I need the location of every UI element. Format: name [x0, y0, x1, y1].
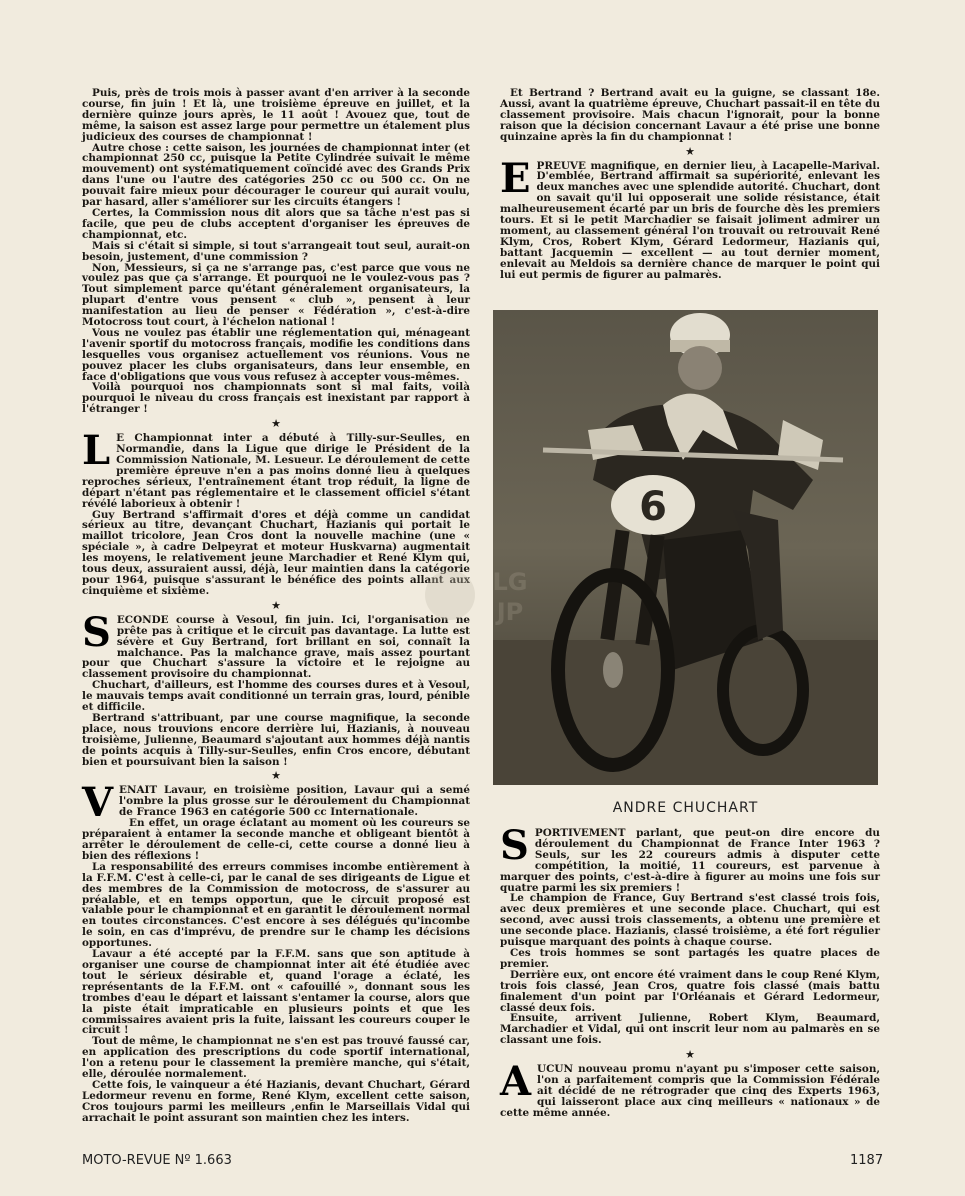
paragraph: E Championnat inter a débuté à Tilly-sur-Seulles, en Normandie, dans la Ligue que dirige le Président de la Commission Nationale, M. Lesueur. Le déroulement de cette première épreuve n'en a pas moins donné lieu à quelques reproches sérieux, l'entraînement étant trop réduit, la ligne de départ n'étant pas réglementaire et le classement officiel s'étant révélé laborieux à obtenir ! [82, 432, 470, 510]
paragraph: Ensuite, arrivent Julienne, Robert Klym, Beaumard, Marchadier et Vidal, qui ont inscrit leur nom au palmarès en se classant une fois. [500, 1012, 880, 1047]
paragraph: Voilà pourquoi nos championnats sont si mal faits, voilà pourquoi le niveau du cross français est inexistant par rapport à l'étranger ! [82, 381, 470, 416]
paragraph: Bertrand s'attribuant, par une course magnifique, la seconde place, nous trouvions encore derrière lui, Hazianis, à nouveau troisième, Julienne, Beaumard s'ajoutant aux hommes déjà nantis de points acquis à Tilly-sur-Seulles, enfin Cros encore, débutant bien et poursuivant bien la saison ! [82, 711, 470, 768]
section-lavaur [82, 779, 470, 1124]
paragraph: Ces trois hommes se sont partagés les quatre places de premier. [500, 946, 880, 970]
section-vesoul [82, 608, 470, 768]
paragraph: Le champion de France, Guy Bertrand s'est classé trois fois, avec deux premières et une seconde place. Chuchart, qui est second, avec aussi trois classements, a obtenu une première et une seconde place. Hazianis, classé troisième, a été fort régulier puisque marquant des points à chaque course. [500, 892, 880, 949]
section-sportivement [500, 822, 880, 1047]
paragraph: La responsabilité des erreurs commises incombe entièrement à la F.F.M. C'est à celle-ci, par le canal de ses dirigeants de Ligue et des membres de la Commission de motocross, de s'assurer au préalable, et en temps opportun, que le circuit proposé est valable pour le championnat et en garantit le déroulement normal en toutes circonstances. C'est encore à ses délégués qu'incombe le soin, en cas d'imprévu, de prendre sur le champ les décisions opportunes. [82, 860, 470, 950]
paragraph: Derrière eux, ont encore été vraiment dans le coup René Klym, trois fois classé, Jean Cros, quatre fois classé (mais battu finalement d'un point par l'Orléanais et Gérard Ledormeur, classé deux fois. [500, 968, 880, 1014]
watermark-text-2: JP [496, 598, 524, 626]
drop-cap: V [82, 779, 114, 827]
right-column-top [500, 88, 880, 281]
left-column [82, 88, 470, 1124]
section-separator: ★ [271, 769, 281, 783]
paragraph: PREUVE magnifique, en dernier lieu, à Lacapelle-Marival. D'emblée, Bertrand affirmait sa supériorité, enlevant les deux manches avec une splendide autorité. Chuchart, dont on savait qu'il lui opposerait une solide résistance, était malheureusement écarté par un bris de fourche dès les premiers tours. Et si le petit Marchadier se faisait joliment admirer un moment, au classement général l'on trouvait ou retrouvait René Klym, Cros, Robert Klym, Gérard Ledormeur, Hazianis qui, battant Jacquemin — excellent — au tout dernier moment, enlevait au Meldois sa dernière chance de marquer le point qui lui eut permis de figurer au palmarès. [500, 159, 880, 281]
section-separator: ★ [685, 144, 695, 158]
section-tilly [82, 427, 470, 597]
paragraph: ENAIT Lavaur, en troisième position, Lavaur qui a semé l'ombre la plus grosse sur le déroulement du Championnat de France 1963 en catégorie 500 cc Internationale. [119, 784, 470, 819]
paragraph: Et Bertrand ? Bertrand avait eu la guigne, se classant 18e. Aussi, avant la quatrième épreuve, Chuchart passait-il en tête du classement provisoire. Mais chacun l'ignorait, pour la bonne raison que la décision concernant Lavaur a été prise une bonne quinzaine après la fin du championnat ! [500, 87, 880, 143]
paragraph: En effet, un orage éclatant au moment où les coureurs se préparaient à entamer la seconde manche et obligeant bientôt à arrêter le déroulement de celle-ci, cette course a donné lieu à bien des réflexions ! [82, 817, 470, 862]
paragraph: Puis, près de trois mois à passer avant d'en arriver à la seconde course, fin juin ! Et là, une troisième épreuve en juillet, et la dernière quinze jours après, le 11 août ! Avouez que, tout de même, la saison est assez large pour permettre un étalement plus judicieux des courses de championnat ! [82, 87, 470, 143]
paragraph: Lavaur a été accepté par la F.F.M. sans que son aptitude à organiser une course de championnat inter ait été étudiée avec tout le sérieux désirable et, quand l'orage a éclaté, les représentants de la F.F.M. ont « cafouillé », donnant sous les trombes d'eau le départ et laissant s'entamer la course, alors que la piste était impraticable en plusieurs points et que les commissaires avaient pris la fuite, laissant les coureurs couper le circuit ! [82, 948, 470, 1037]
paragraph: Autre chose : cette saison, les journées de championnat inter (et championnat 250 cc, puisque la Petite Cylindrée suivait le même mouvement) ont systématiquement coïncidé avec des Grands Prix dans l'une ou l'autre des catégories 250 cc ou 500 cc. On ne pouvait faire mieux pour décourager le coureur qui aurait voulu, par hasard, aller s'améliorer sur les circuits étangers ! [82, 141, 470, 209]
drop-cap: A [500, 1058, 532, 1106]
photo-caption: ANDRE CHUCHART [612, 800, 759, 816]
paragraph: Certes, la Commission nous dit alors que sa tâche n'est pas si facile, que peu de clubs acceptent d'organiser les épreuves de championnat, etc. [82, 206, 470, 241]
race-number: 6 [639, 484, 667, 530]
section-separator: ★ [271, 417, 281, 431]
section-lacapelle [500, 154, 880, 281]
drop-cap: E [500, 154, 531, 202]
motocross-rider-image [493, 310, 878, 785]
paragraph: Chuchart, d'ailleurs, est l'homme des courses dures et à Vesoul, le mauvais temps avait conditionné un terrain gras, lourd, pénible et difficile. [82, 679, 470, 714]
section-separator: ★ [271, 598, 281, 612]
section-separator: ★ [685, 1048, 695, 1062]
paragraph: Mais si c'était si simple, si tout s'arrangeait tout seul, aurait-on besoin, justement, d'une commission ? [82, 239, 470, 263]
paragraph: Cette fois, le vainqueur a été Hazianis, devant Chuchart, Gérard Ledormeur revenu en forme, René Klym, excellent cette saison, Cros toujours parmi les meilleurs ,enfin le Marseillais Vidal qui arrachait le point assurant son maintien chez les inters. [82, 1078, 470, 1124]
paragraph: Vous ne voulez pas établir une réglementation qui, ménageant l'avenir sportif du motocross français, modifie les conditions dans lesquelles vous organisez actuellement vos réunions. Vous ne pouvez placer les clubs organisateurs, dans leur ensemble, en face d'obligations que vous vous refusez à accepter vous-mêmes. [82, 326, 470, 383]
paragraph: Guy Bertrand s'affirmait d'ores et déjà comme un candidat sérieux au titre, devançant Chuchart, Hazianis qui portait le maillot tricolore, Jean Cros dont la nouvelle machine (une « spéciale », à cadre Delpeyrat et moteur Huskvarna) augmentait les moyens, le relativement jeune Marchadier et René Klym qui, tous deux, assuraient aussi, déjà, leur maintien dans la catégorie pour 1964, puisque s'assurant le bénéfice des points allant aux cinquième et sixième. [82, 508, 470, 597]
magazine-issue: MOTO-REVUE Nº 1.663 [82, 1153, 232, 1168]
rider-photo [493, 310, 878, 785]
paragraph: UCUN nouveau promu n'ayant pu s'imposer cette saison, l'on a parfaitement compris que la Commission Fédérale ait décidé de ne rétrograder que cinq des Experts 1963, qui laisseront place aux cinq meilleurs « nationaux » de cette même année. [500, 1063, 880, 1119]
drop-cap: S [500, 822, 529, 869]
watermark-text-1: LG [492, 568, 528, 596]
drop-cap: L [82, 427, 111, 475]
paragraph: Tout de même, le championnat ne s'en est pas trouvé faussé car, en application des prescriptions du code sportif international, l'on a retenu pour le classement la première manche, qui s'était, elle, déroulée normalement. [82, 1035, 470, 1081]
page-number: 1187 [850, 1153, 884, 1168]
section-aucun [500, 1058, 880, 1119]
drop-cap: S [82, 608, 111, 656]
paragraph: ECONDE course à Vesoul, fin juin. Ici, l'organisation ne prête pas à critique et le circuit pas davantage. La lutte est sévère et Guy Bertrand, fort brillant en soi, connaît la malchance. Pas la malchance grave, mais assez pourtant pour que Chuchart s'assure la victoire et le rejoigne au classement provisoire du championnat. [82, 613, 470, 681]
paragraph: Non, Messieurs, si ça ne s'arrange pas, c'est parce que vous ne voulez pas que ça s'arrange. Et pourquoi ne le voulez-vous pas ? Tout simplement parce qu'étant généralement organisateurs, la plupart d'entre vous pensent « club », pensent à leur manifestation au lieu de penser « Fédération », c'est-à-dire Motocross tout court, à l'échelon national ! [82, 261, 470, 329]
watermark-logo [420, 555, 550, 635]
paragraph: PORTIVEMENT parlant, que peut-on dire encore du déroulement du Championnat de France Inter 1963 ? Seuls, sur les 22 coureurs admis à disputer cette compétition, la moitié, 11 coureurs, est parvenue à marquer des points, c'est-à-dire à figurer au moins une fois sur quatre parmi les six premiers ! [500, 827, 880, 894]
right-column-bottom [500, 822, 880, 1119]
